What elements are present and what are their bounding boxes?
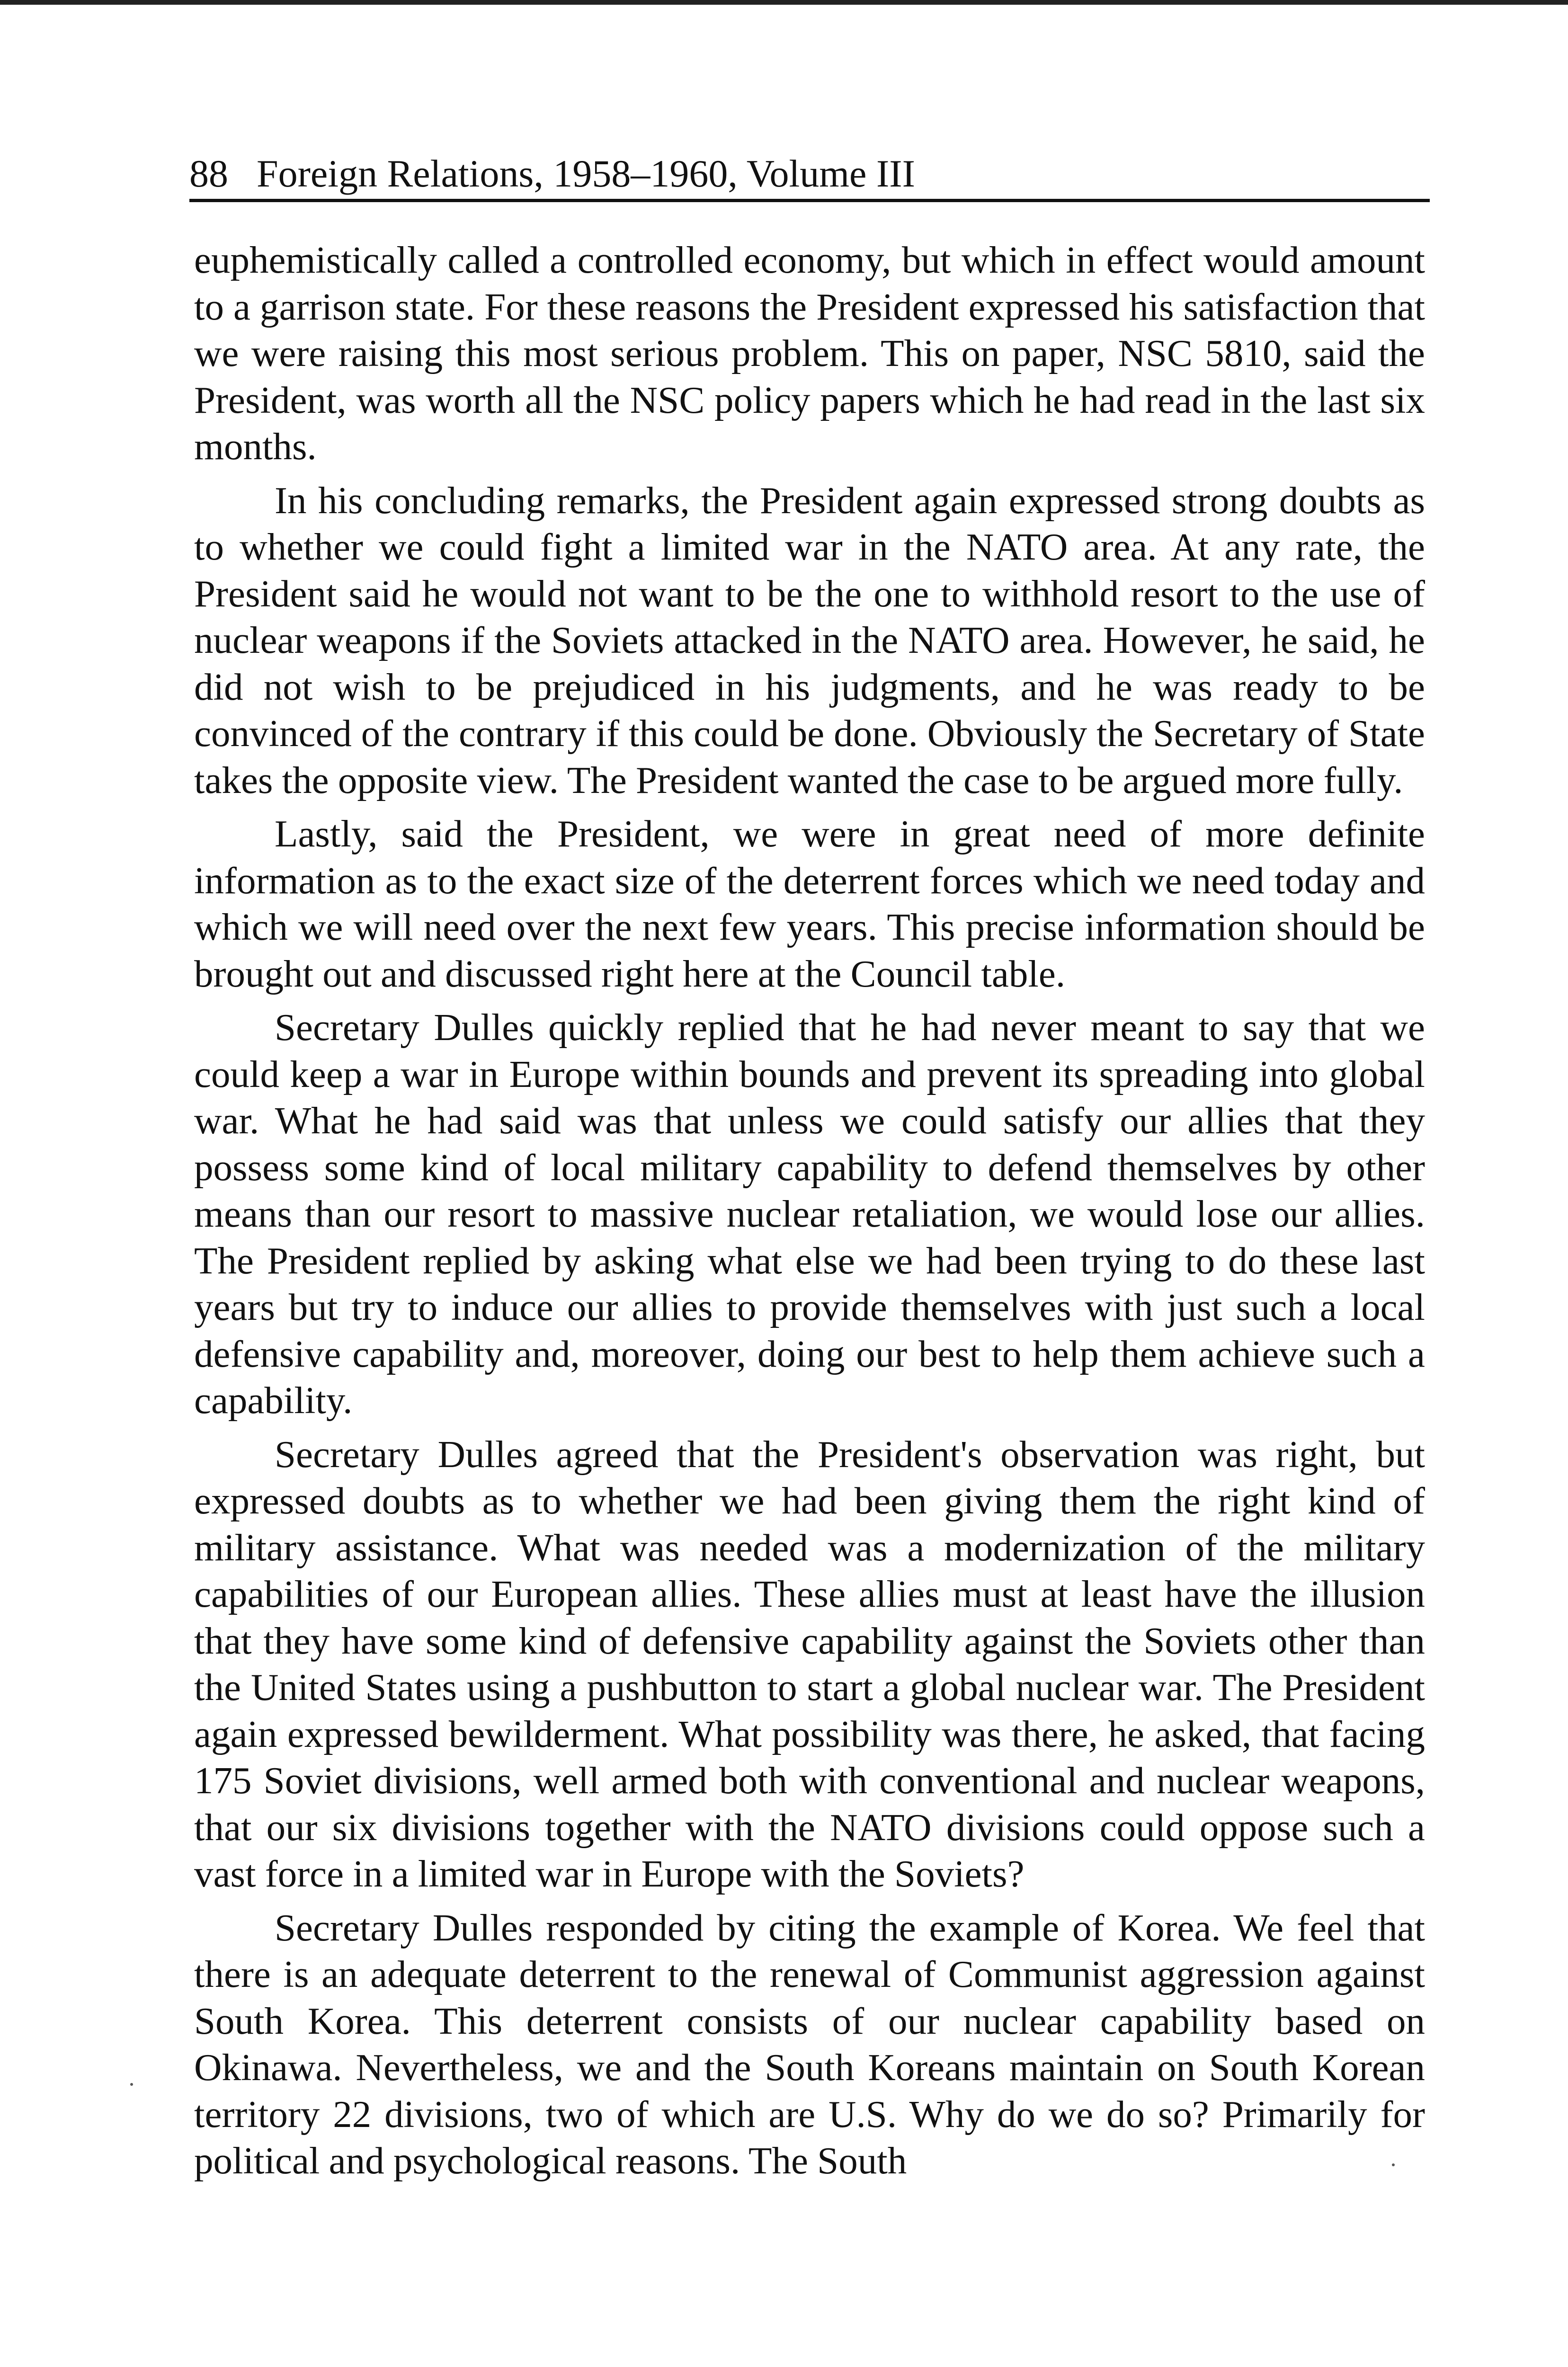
running-head bbox=[189, 148, 1430, 205]
scan-speck bbox=[1392, 2163, 1395, 2166]
body-text bbox=[194, 237, 1425, 2184]
paragraph-4: Secretary Dulles quickly replied that he had never meant to say that we could keep a war in Europe within bounds and prevent its spreading into global war. What he had said was that unless we could satisfy our allies that they possess some kind of local military capability to defend themselves by other means than our resort to massive nuclear retaliation, we would lose our allies. The President replied by asking what else we had been trying to do these last years but try to induce our allies to provide themselves with just such a local defensive capability and, moreover, doing our best to help them achieve such a capability. bbox=[194, 1006, 1425, 1422]
running-head-title: Foreign Relations, 1958–1960, Volume III bbox=[257, 152, 915, 195]
header-rule bbox=[189, 199, 1430, 202]
paragraph-6: Secretary Dulles responded by citing the example of Korea. We feel that there is an adequate deterrent to the renewal of Communist aggression against South Korea. This deterrent consists of our nuclear capability based on Okinawa. Nevertheless, we and the South Koreans maintain on South Korean territory 22 divisions, two of which are U.S. Why do we do so? Primarily for political and psychological reasons. The South bbox=[194, 1906, 1425, 2182]
scan-speck bbox=[130, 2083, 133, 2086]
paragraph-5: Secretary Dulles agreed that the President's observation was right, but expressed doubts as to whether we had been giving them the right kind of military assistance. What was needed was a modernization of the military capabilities of our European allies. These allies must at least have the illusion that they have some kind of defensive capability against the Soviets other than the United States using a pushbutton to start a global nuclear war. The President again expressed bewilderment. What possibility was there, he asked, that facing 175 Soviet divisions, well armed both with conventional and nuclear weapons, that our six divisions together with the NATO divisions could oppose such a vast force in a limited war in Europe with the Soviets? bbox=[194, 1433, 1425, 1895]
scan-top-edge bbox=[0, 0, 1568, 5]
paragraph-2: In his concluding remarks, the President again expressed strong doubts as to whether we could fight a limited war in the NATO area. At any rate, the President said he would not want to be the one to withhold resort to the use of nuclear weapons if the Soviets attacked in the NATO area. However, he said, he did not wish to be prejudiced in his judgments, and he was ready to be convinced of the contrary if this could be done. Obviously the Secretary of State takes the opposite view. The President wanted the case to be argued more fully. bbox=[194, 479, 1425, 801]
paragraph-1: euphemistically called a controlled economy, but which in effect would amount to a garrison state. For these reasons the President expressed his satisfaction that we were raising this most serious problem. This on paper, NSC 5810, said the President, was worth all the NSC policy papers which he had read in the last six months. bbox=[194, 239, 1425, 468]
paragraph-3: Lastly, said the President, we were in great need of more definite information as to the exact size of the deterrent forces which we need today and which we will need over the next few years. This precise information should be brought out and discussed right here at the Council table. bbox=[194, 812, 1425, 995]
page-number: 88 bbox=[189, 152, 228, 195]
